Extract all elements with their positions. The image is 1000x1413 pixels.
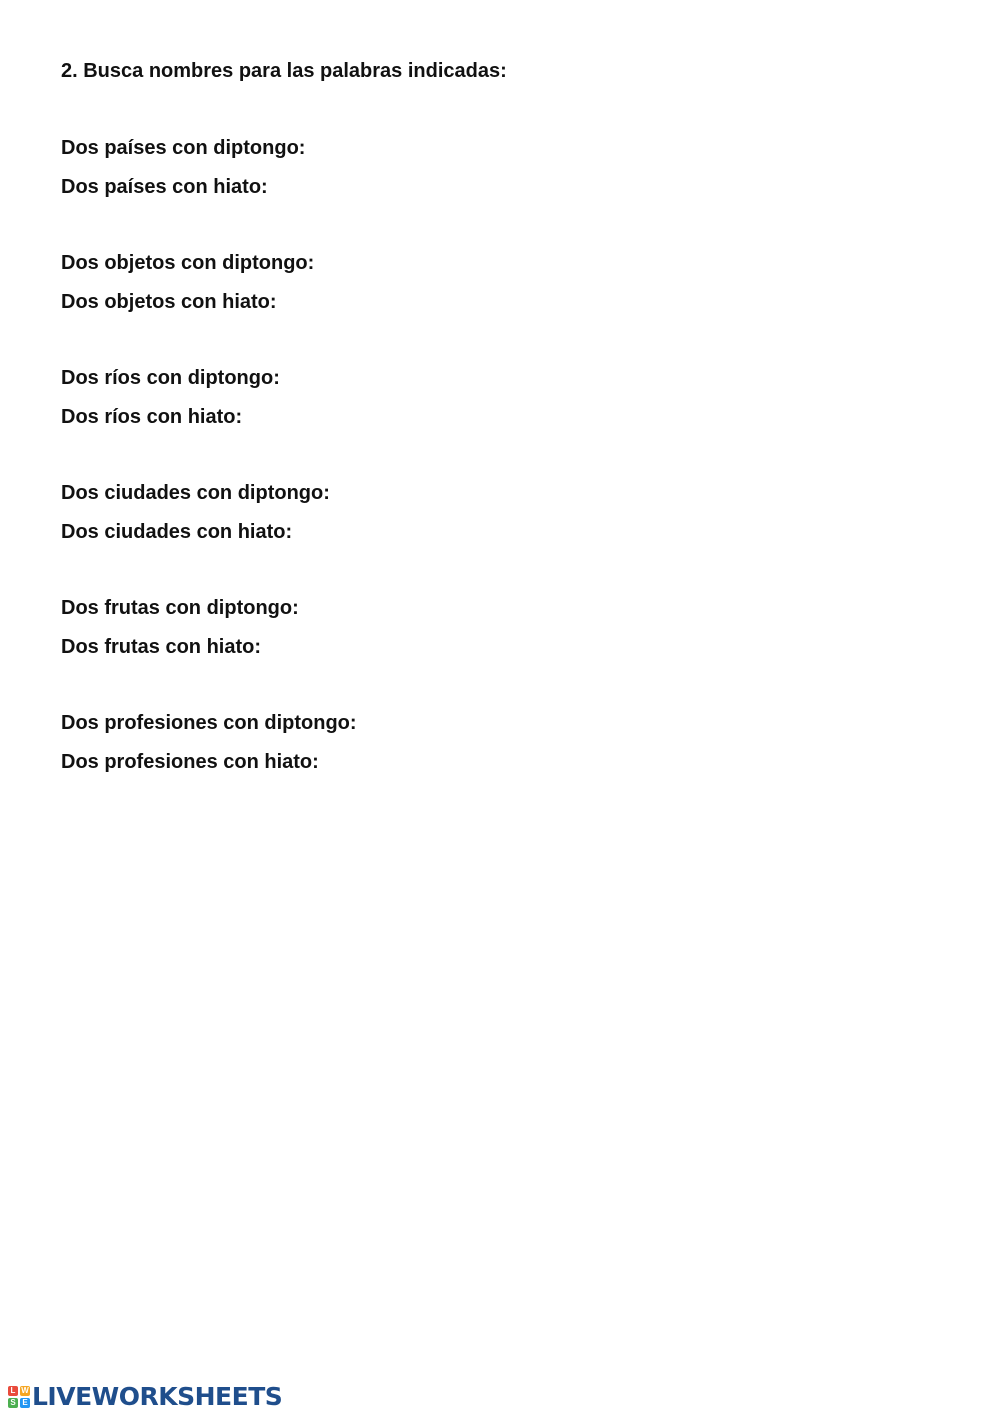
prompt-diptongo: Dos ciudades con diptongo:: [61, 482, 330, 504]
exercise-group-objetos: [61, 251, 357, 328]
exercise-group-profesiones: [61, 711, 357, 788]
exercise-list: [61, 136, 357, 826]
prompt-hiato: Dos ríos con hiato:: [61, 405, 243, 428]
logo-tile: E: [20, 1398, 30, 1408]
prompt-hiato: Dos ciudades con hiato:: [61, 520, 293, 543]
exercise-group-paises: [61, 136, 357, 213]
prompt-hiato: Dos profesiones con hiato:: [61, 750, 319, 773]
brand-name: LIVEWORKSHEETS: [32, 1382, 283, 1411]
logo-tile: W: [21, 1385, 29, 1395]
liveworksheets-logo: [8, 1382, 282, 1411]
exercise-heading: 2. Busca nombres para las palabras indicadas:: [61, 60, 507, 82]
logo-mark-icon: [8, 1386, 30, 1408]
prompt-diptongo: Dos profesiones con diptongo:: [61, 712, 357, 734]
prompt-diptongo: Dos países con diptongo:: [61, 137, 306, 159]
logo-tile: S: [8, 1398, 18, 1408]
prompt-diptongo: Dos ríos con diptongo:: [61, 367, 280, 389]
prompt-diptongo: Dos objetos con diptongo:: [61, 252, 315, 274]
prompt-diptongo: Dos frutas con diptongo:: [61, 597, 299, 619]
prompt-hiato: Dos objetos con hiato:: [61, 290, 277, 313]
exercise-group-frutas: [61, 596, 357, 673]
prompt-hiato: Dos países con hiato:: [61, 175, 268, 198]
prompt-hiato: Dos frutas con hiato:: [61, 635, 262, 658]
exercise-group-ciudades: [61, 481, 357, 558]
logo-tile: L: [8, 1386, 18, 1396]
exercise-group-rios: [61, 366, 357, 443]
